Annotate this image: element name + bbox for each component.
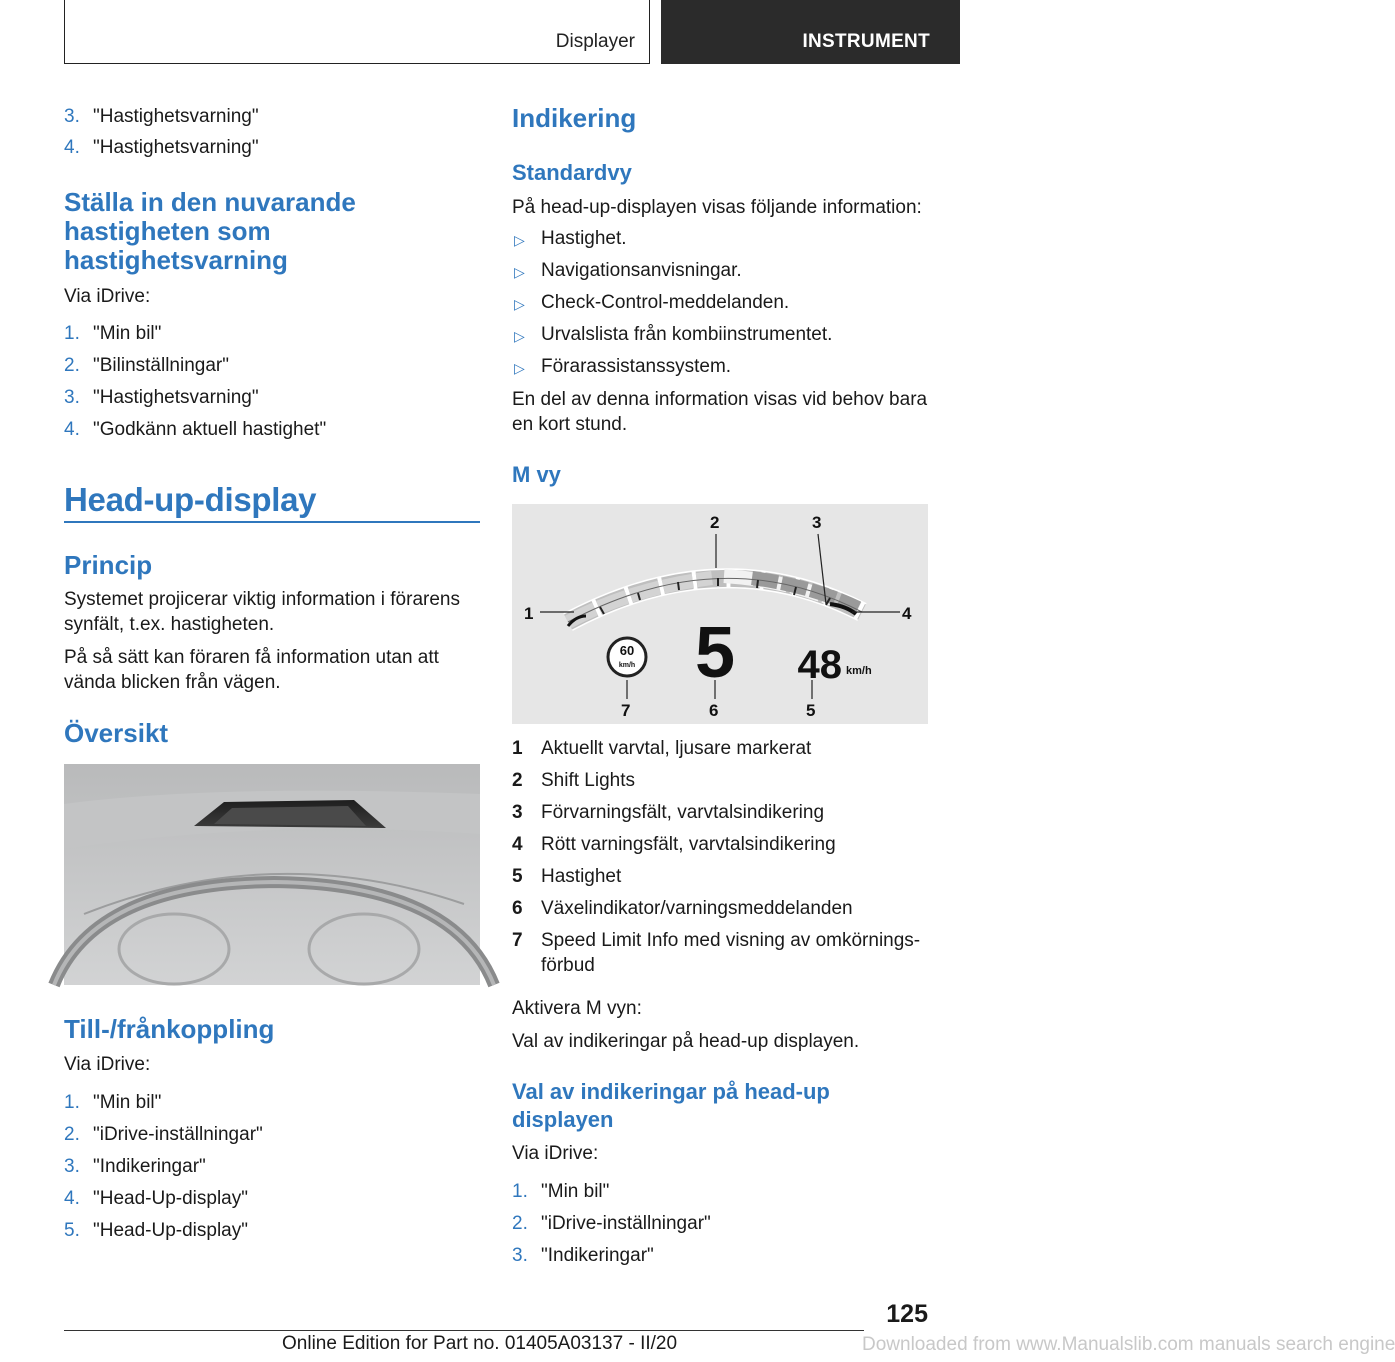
chapter-tab [661, 0, 960, 64]
heading-princip: Princip [64, 550, 153, 580]
dashboard-photo [64, 764, 480, 985]
footer-rule [64, 1330, 864, 1331]
bullet-triangle-icon: ▷ [514, 328, 525, 344]
header-box [64, 0, 650, 64]
watermark: Downloaded from www.Manualslib.com manuals search engine [862, 1334, 1395, 1355]
heading-m-vy: M vy [512, 462, 561, 487]
paragraph: Systemet projicerar viktig information i förarens synfält, t.ex. hastigheten. [64, 589, 460, 635]
bullet-triangle-icon: ▷ [514, 264, 525, 280]
section-title: Displayer [555, 31, 635, 52]
heading-indikering: Indikering [512, 103, 637, 133]
via-idrive-label: Via iDrive: [64, 286, 151, 307]
callout-5: 5 [806, 701, 816, 720]
callout-6: 6 [709, 701, 719, 720]
paragraph: Val av indikeringar på head-up displayen. [512, 1031, 860, 1052]
bullet-triangle-icon: ▷ [514, 360, 525, 376]
callout-7: 7 [621, 701, 631, 720]
page-number: 125 [886, 1300, 928, 1328]
hud-m-view-diagram [512, 504, 928, 724]
via-idrive-label: Via iDrive: [64, 1054, 151, 1075]
bullet-triangle-icon: ▷ [514, 232, 525, 248]
chapter-title: INSTRUMENT [802, 31, 930, 52]
heading-oversikt: Översikt [64, 718, 169, 748]
footer-edition: Online Edition for Part no. 01405A03137 - II/20 [282, 1333, 678, 1354]
paragraph: Aktivera M vyn: [512, 998, 642, 1019]
bullet-triangle-icon: ▷ [514, 296, 525, 312]
callout-3: 3 [812, 513, 822, 532]
paragraph: En del av denna information visas vid behov bara en kort stund. [512, 389, 928, 435]
speed-unit: km/h [846, 665, 872, 677]
heading-standardvy: Standardvy [512, 160, 632, 185]
callout-1: 1 [524, 604, 534, 623]
callout-4: 4 [902, 604, 912, 623]
paragraph: På så sätt kan föraren få information utan att vända blicken från vägen. [64, 647, 439, 693]
speed-limit-value: 60 [619, 643, 635, 658]
heading-set-speed: Ställa in den nuvarande hastigheten som hastighetsvarning [64, 187, 356, 275]
callout-2: 2 [710, 513, 720, 532]
chapter-heading: Head-up-display [64, 481, 317, 518]
gear-indicator: 5 [694, 613, 736, 693]
heading-val-indikeringar: Val av indikeringar på head-up displayen [512, 1079, 830, 1132]
speed-limit-unit: km/h [618, 662, 636, 669]
paragraph: På head-up-displayen visas följande information: [512, 197, 922, 218]
heading-toggle: Till-/frånkoppling [64, 1014, 275, 1044]
via-idrive-label: Via iDrive: [512, 1143, 599, 1164]
heading-rule [64, 521, 480, 523]
speed-value: 48 [797, 643, 842, 687]
